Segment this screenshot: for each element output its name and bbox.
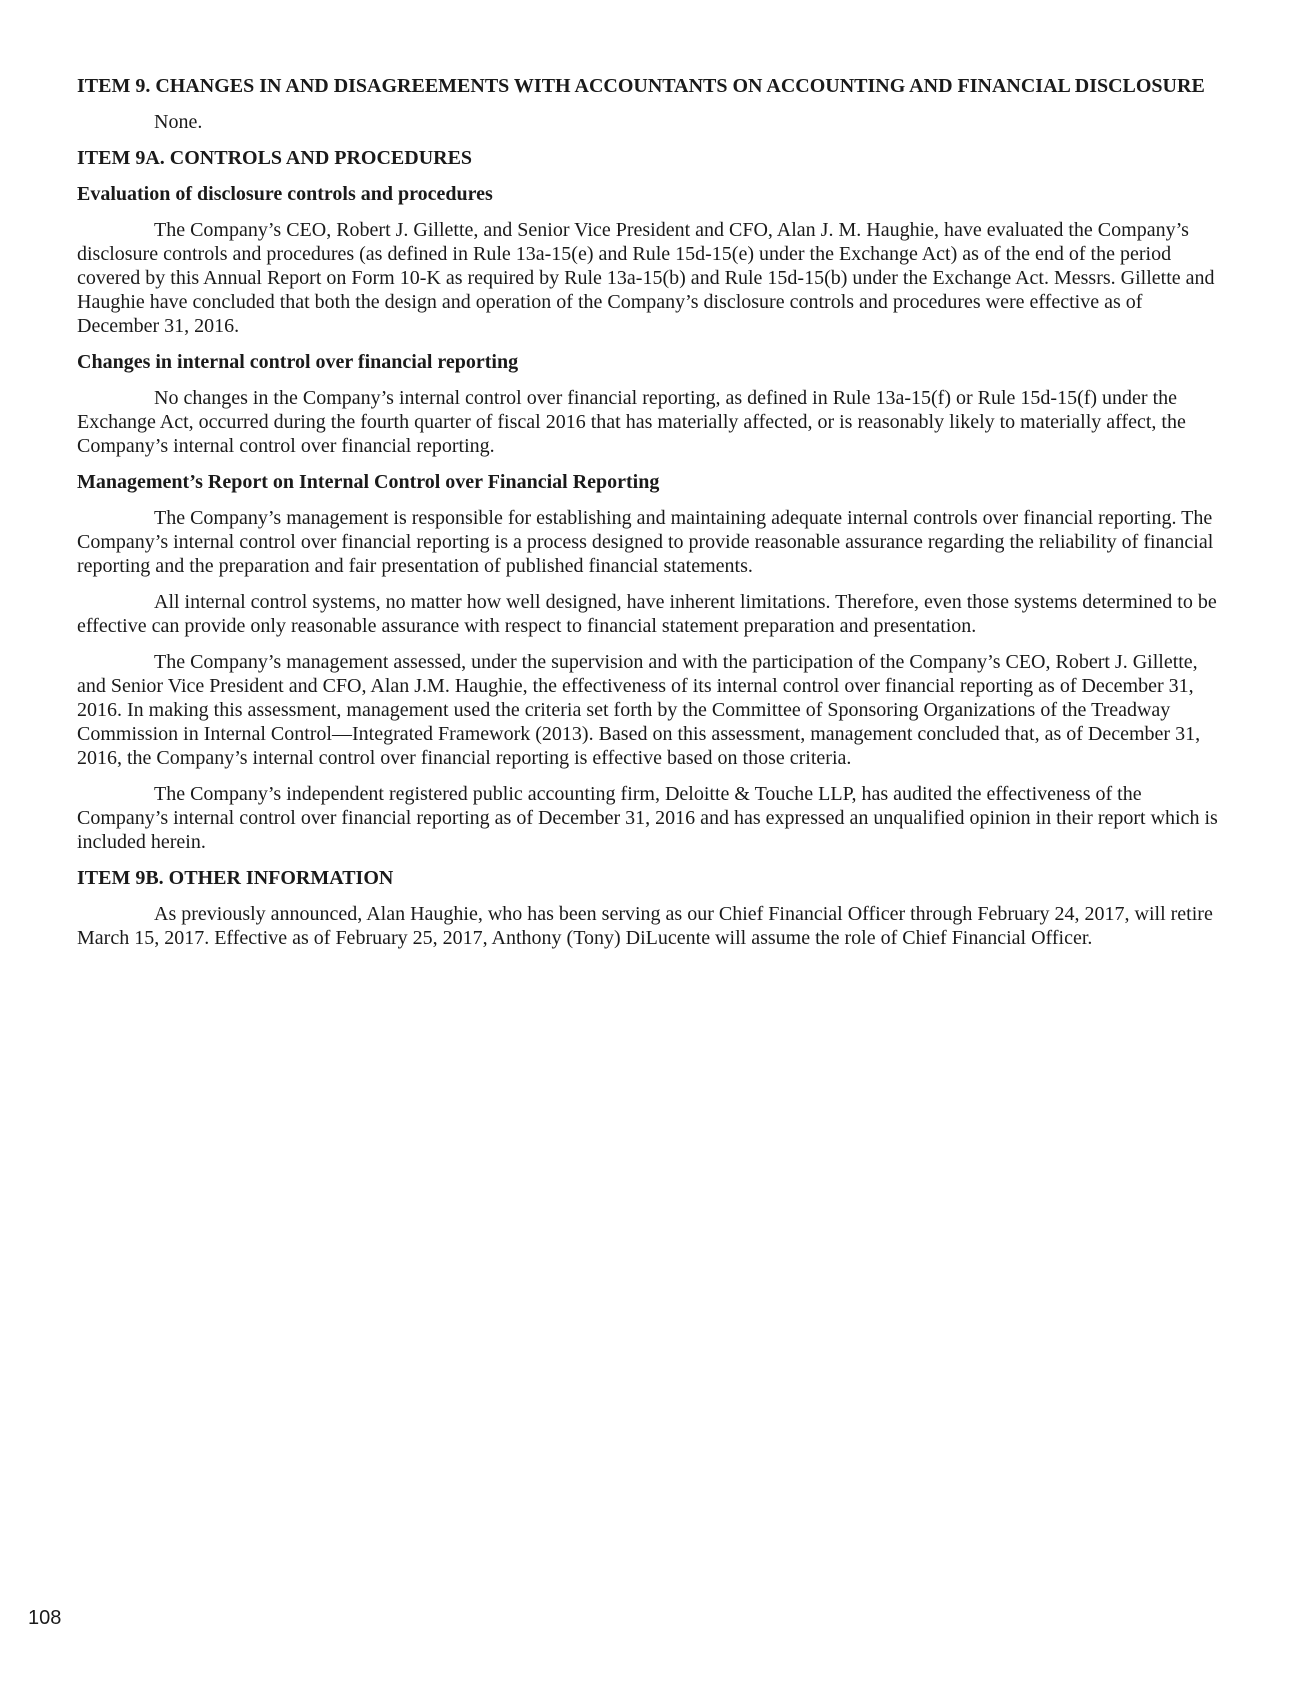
management-report-paragraph-4: The Company’s independent registered public accounting firm, Deloitte & Touche LLP, has audited the effectiveness of the Company’s internal control over financial reporting as of December 31, 2016 and has expressed an unqualified opinion in their report which is included herein. [77,783,1218,853]
evaluation-subheading: Evaluation of disclosure controls and procedures [77,183,493,205]
changes-subheading: Changes in internal control over financial reporting [77,351,519,373]
item9a-heading: ITEM 9A. CONTROLS AND PROCEDURES [77,147,473,169]
item9-body: None. [154,111,203,133]
management-report-subheading: Management’s Report on Internal Control over Financial Reporting [77,471,660,493]
page-number: 108 [28,1607,62,1629]
management-report-paragraph-3: The Company’s management assessed, under the supervision and with the participation of the Company’s CEO, Robert J. Gillette, and Senior Vice President and CFO, Alan J.M. Haughie, the effectiveness of its internal control over financial reporting as of December 31, 2016. In making this assessment, management used the criteria set forth by the Committee of Sponsoring Organizations of the Treadway Commission in Internal Control—Integrated Framework (2013). Based on this assessment, management concluded that, as of December 31, 2016, the Company’s internal control over financial reporting is effective based on those criteria. [77,651,1201,769]
item9-heading: ITEM 9. CHANGES IN AND DISAGREEMENTS WITH ACCOUNTANTS ON ACCOUNTING AND FINANCIAL DISCLOSURE [77,75,1205,97]
changes-paragraph: No changes in the Company’s internal control over financial reporting, as defined in Rule 13a-15(f) or Rule 15d-15(f) under the Exchange Act, occurred during the fourth quarter of fiscal 2016 that has materially affected, or is reasonably likely to materially affect, the Company’s internal control over financial reporting. [77,387,1186,457]
item9b-heading: ITEM 9B. OTHER INFORMATION [77,867,394,889]
item9b-paragraph: As previously announced, Alan Haughie, who has been serving as our Chief Financial Officer through February 24, 2017, will retire March 15, 2017. Effective as of February 25, 2017, Anthony (Tony) DiLucente will assume the role of Chief Financial Officer. [77,903,1213,949]
document-page [77,74,1227,962]
management-report-paragraph-2: All internal control systems, no matter how well designed, have inherent limitations. Therefore, even those systems determined to be effective can provide only reasonable assurance with respect to financial statement preparation and presentation. [77,591,1217,637]
management-report-paragraph-1: The Company’s management is responsible for establishing and maintaining adequate internal controls over financial reporting. The Company’s internal control over financial reporting is a process designed to provide reasonable assurance regarding the reliability of financial reporting and the preparation and fair presentation of published financial statements. [77,507,1214,577]
evaluation-paragraph: The Company’s CEO, Robert J. Gillette, and Senior Vice President and CFO, Alan J. M. Haughie, have evaluated the Company’s disclosure controls and procedures (as defined in Rule 13a-15(e) and Rule 15d-15(e) under the Exchange Act) as of the end of the period covered by this Annual Report on Form 10-K as required by Rule 13a-15(b) and Rule 15d-15(b) under the Exchange Act. Messrs. Gillette and Haughie have concluded that both the design and operation of the Company’s disclosure controls and procedures were effective as of December 31, 2016. [77,219,1215,337]
